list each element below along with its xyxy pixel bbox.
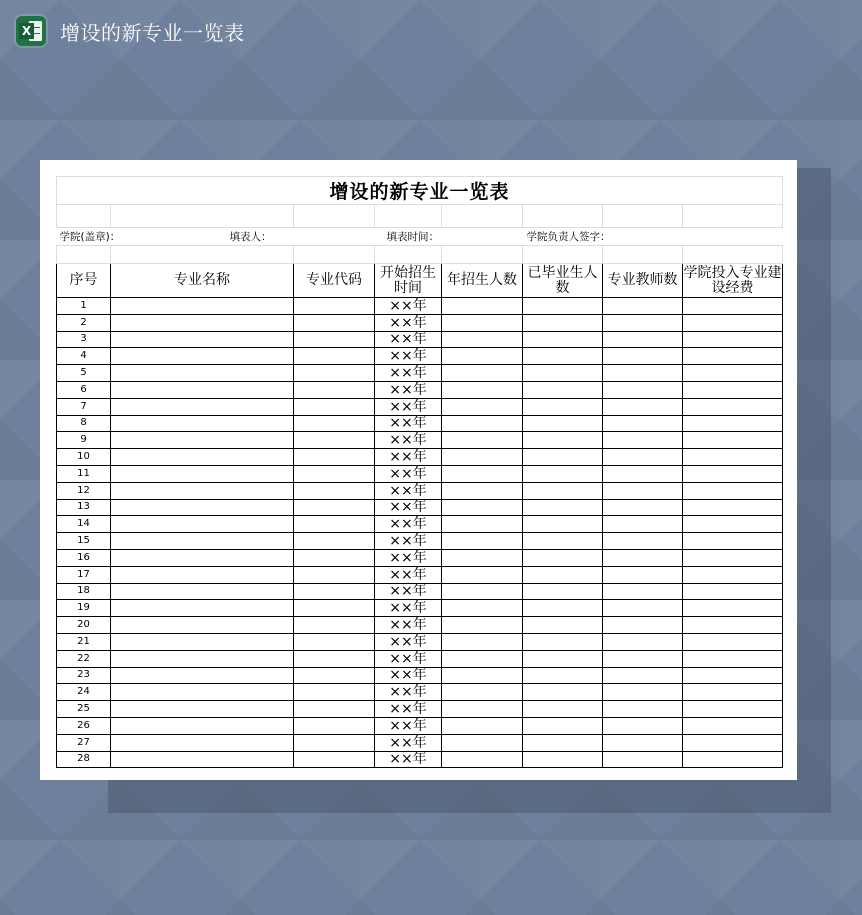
row-enroll[interactable] <box>442 751 523 768</box>
header-seq: 序号 <box>57 264 111 298</box>
row-graduated[interactable] <box>523 751 603 768</box>
row-start[interactable]: ××年 <box>375 633 442 650</box>
row-enroll[interactable] <box>442 331 523 348</box>
row-name[interactable] <box>111 415 294 432</box>
row-teachers[interactable] <box>603 482 683 499</box>
table-row <box>57 701 783 718</box>
row-code[interactable] <box>294 482 375 499</box>
table-row <box>57 633 783 650</box>
row-seq[interactable]: 24 <box>57 684 111 701</box>
row-enroll[interactable] <box>442 533 523 550</box>
row-seq[interactable]: 15 <box>57 533 111 550</box>
row-investment[interactable] <box>683 298 783 315</box>
row-seq[interactable]: 22 <box>57 650 111 667</box>
row-start[interactable]: ××年 <box>375 482 442 499</box>
row-investment[interactable] <box>683 633 783 650</box>
blank-row <box>57 205 783 228</box>
row-seq[interactable]: 12 <box>57 482 111 499</box>
row-enroll[interactable] <box>442 432 523 449</box>
row-graduated[interactable] <box>523 600 603 617</box>
row-name[interactable] <box>111 650 294 667</box>
row-teachers[interactable] <box>603 583 683 600</box>
row-code[interactable] <box>294 331 375 348</box>
row-seq[interactable]: 13 <box>57 499 111 516</box>
row-enroll[interactable] <box>442 482 523 499</box>
row-graduated[interactable] <box>523 465 603 482</box>
row-enroll[interactable] <box>442 566 523 583</box>
row-teachers[interactable] <box>603 667 683 684</box>
row-graduated[interactable] <box>523 398 603 415</box>
row-enroll[interactable] <box>442 549 523 566</box>
row-enroll[interactable] <box>442 684 523 701</box>
table-row <box>57 533 783 550</box>
table-row <box>57 314 783 331</box>
row-graduated[interactable] <box>523 331 603 348</box>
row-code[interactable] <box>294 314 375 331</box>
row-graduated[interactable] <box>523 348 603 365</box>
row-investment[interactable] <box>683 314 783 331</box>
row-name[interactable] <box>111 667 294 684</box>
row-start[interactable]: ××年 <box>375 751 442 768</box>
row-graduated[interactable] <box>523 566 603 583</box>
row-investment[interactable] <box>683 549 783 566</box>
row-code[interactable] <box>294 533 375 550</box>
row-name[interactable] <box>111 482 294 499</box>
table-row <box>57 600 783 617</box>
row-start[interactable]: ××年 <box>375 533 442 550</box>
row-code[interactable] <box>294 734 375 751</box>
row-enroll[interactable] <box>442 617 523 634</box>
row-enroll[interactable] <box>442 734 523 751</box>
row-enroll[interactable] <box>442 583 523 600</box>
row-graduated[interactable] <box>523 650 603 667</box>
row-start[interactable]: ××年 <box>375 600 442 617</box>
filler-label: 填表人： <box>229 231 272 243</box>
row-teachers[interactable] <box>603 381 683 398</box>
row-name[interactable] <box>111 465 294 482</box>
signer-label: 学院负责人签字： <box>523 228 783 246</box>
row-seq[interactable]: 16 <box>57 549 111 566</box>
row-seq[interactable]: 9 <box>57 432 111 449</box>
row-teachers[interactable] <box>603 365 683 382</box>
row-seq[interactable]: 11 <box>57 465 111 482</box>
row-name[interactable] <box>111 549 294 566</box>
row-name[interactable] <box>111 533 294 550</box>
header-start: 开始招生时间 <box>375 264 442 298</box>
table-row <box>57 684 783 701</box>
app-header <box>16 14 245 48</box>
excel-icon: X <box>16 16 46 46</box>
row-code[interactable] <box>294 465 375 482</box>
row-investment[interactable] <box>683 583 783 600</box>
row-name[interactable] <box>111 365 294 382</box>
row-enroll[interactable] <box>442 701 523 718</box>
row-enroll[interactable] <box>442 381 523 398</box>
row-code[interactable] <box>294 667 375 684</box>
row-seq[interactable]: 19 <box>57 600 111 617</box>
table-row <box>57 667 783 684</box>
row-teachers[interactable] <box>603 717 683 734</box>
row-code[interactable] <box>294 583 375 600</box>
row-teachers[interactable] <box>603 314 683 331</box>
row-investment[interactable] <box>683 751 783 768</box>
table-row <box>57 499 783 516</box>
row-investment[interactable] <box>683 398 783 415</box>
row-teachers[interactable] <box>603 633 683 650</box>
row-teachers[interactable] <box>603 331 683 348</box>
row-start[interactable]: ××年 <box>375 499 442 516</box>
row-start[interactable]: ××年 <box>375 298 442 315</box>
row-enroll[interactable] <box>442 449 523 466</box>
row-name[interactable] <box>111 331 294 348</box>
row-teachers[interactable] <box>603 415 683 432</box>
row-enroll[interactable] <box>442 650 523 667</box>
row-seq[interactable]: 2 <box>57 314 111 331</box>
row-graduated[interactable] <box>523 432 603 449</box>
row-code[interactable] <box>294 365 375 382</box>
row-seq[interactable]: 14 <box>57 516 111 533</box>
row-enroll[interactable] <box>442 298 523 315</box>
row-investment[interactable] <box>683 617 783 634</box>
row-graduated[interactable] <box>523 533 603 550</box>
row-name[interactable] <box>111 499 294 516</box>
table-row <box>57 583 783 600</box>
row-investment[interactable] <box>683 533 783 550</box>
row-teachers[interactable] <box>603 684 683 701</box>
row-investment[interactable] <box>683 734 783 751</box>
table-row <box>57 650 783 667</box>
row-investment[interactable] <box>683 717 783 734</box>
row-teachers[interactable] <box>603 566 683 583</box>
row-start[interactable]: ××年 <box>375 465 442 482</box>
row-seq[interactable]: 6 <box>57 381 111 398</box>
spacer-row <box>57 246 783 264</box>
row-name[interactable] <box>111 684 294 701</box>
row-seq[interactable]: 7 <box>57 398 111 415</box>
row-enroll[interactable] <box>442 314 523 331</box>
row-name[interactable] <box>111 717 294 734</box>
row-code[interactable] <box>294 516 375 533</box>
row-graduated[interactable] <box>523 298 603 315</box>
row-investment[interactable] <box>683 684 783 701</box>
header-code: 专业代码 <box>294 264 375 298</box>
row-graduated[interactable] <box>523 684 603 701</box>
row-investment[interactable] <box>683 701 783 718</box>
sheet-title: 增设的新专业一览表 <box>57 177 783 205</box>
row-investment[interactable] <box>683 381 783 398</box>
row-seq[interactable]: 8 <box>57 415 111 432</box>
row-start[interactable]: ××年 <box>375 432 442 449</box>
row-start[interactable]: ××年 <box>375 701 442 718</box>
row-graduated[interactable] <box>523 583 603 600</box>
row-enroll[interactable] <box>442 465 523 482</box>
row-investment[interactable] <box>683 516 783 533</box>
row-name[interactable] <box>111 516 294 533</box>
row-enroll[interactable] <box>442 499 523 516</box>
row-name[interactable] <box>111 583 294 600</box>
row-teachers[interactable] <box>603 398 683 415</box>
row-investment[interactable] <box>683 667 783 684</box>
row-name[interactable] <box>111 432 294 449</box>
row-seq[interactable]: 27 <box>57 734 111 751</box>
row-graduated[interactable] <box>523 549 603 566</box>
row-name[interactable] <box>111 566 294 583</box>
row-graduated[interactable] <box>523 701 603 718</box>
row-enroll[interactable] <box>442 516 523 533</box>
row-code[interactable] <box>294 298 375 315</box>
table-row <box>57 751 783 768</box>
row-name[interactable] <box>111 633 294 650</box>
row-code[interactable] <box>294 499 375 516</box>
row-code[interactable] <box>294 381 375 398</box>
row-seq[interactable]: 5 <box>57 365 111 382</box>
row-seq[interactable]: 4 <box>57 348 111 365</box>
table-row <box>57 365 783 382</box>
row-name[interactable] <box>111 701 294 718</box>
row-investment[interactable] <box>683 650 783 667</box>
row-code[interactable] <box>294 633 375 650</box>
row-code[interactable] <box>294 449 375 466</box>
row-graduated[interactable] <box>523 449 603 466</box>
row-name[interactable] <box>111 381 294 398</box>
row-investment[interactable] <box>683 482 783 499</box>
row-code[interactable] <box>294 617 375 634</box>
table-row <box>57 617 783 634</box>
row-name[interactable] <box>111 348 294 365</box>
row-code[interactable] <box>294 600 375 617</box>
row-graduated[interactable] <box>523 314 603 331</box>
row-graduated[interactable] <box>523 365 603 382</box>
app-title: 增设的新专业一览表 <box>60 20 245 45</box>
row-start[interactable]: ××年 <box>375 381 442 398</box>
table-row <box>57 381 783 398</box>
row-name[interactable] <box>111 617 294 634</box>
header-row <box>57 264 783 298</box>
table-row <box>57 348 783 365</box>
row-enroll[interactable] <box>442 348 523 365</box>
row-start[interactable]: ××年 <box>375 667 442 684</box>
row-start[interactable]: ××年 <box>375 717 442 734</box>
row-code[interactable] <box>294 717 375 734</box>
row-seq[interactable]: 23 <box>57 667 111 684</box>
row-investment[interactable] <box>683 465 783 482</box>
row-graduated[interactable] <box>523 415 603 432</box>
row-enroll[interactable] <box>442 667 523 684</box>
row-teachers[interactable] <box>603 465 683 482</box>
row-seq[interactable]: 3 <box>57 331 111 348</box>
row-name[interactable] <box>111 398 294 415</box>
spreadsheet-table <box>56 176 783 768</box>
row-investment[interactable] <box>683 348 783 365</box>
row-teachers[interactable] <box>603 617 683 634</box>
row-code[interactable] <box>294 432 375 449</box>
college-stamp-label: 学院(盖章)： 填表人： <box>57 228 294 246</box>
row-start[interactable]: ××年 <box>375 398 442 415</box>
row-seq[interactable]: 21 <box>57 633 111 650</box>
row-code[interactable] <box>294 398 375 415</box>
row-teachers[interactable] <box>603 298 683 315</box>
row-code[interactable] <box>294 650 375 667</box>
row-investment[interactable] <box>683 432 783 449</box>
row-enroll[interactable] <box>442 633 523 650</box>
row-start[interactable]: ××年 <box>375 549 442 566</box>
row-seq[interactable]: 20 <box>57 617 111 634</box>
row-enroll[interactable] <box>442 398 523 415</box>
row-start[interactable]: ××年 <box>375 684 442 701</box>
row-seq[interactable]: 1 <box>57 298 111 315</box>
header-graduated: 已毕业生人数 <box>523 264 603 298</box>
row-enroll[interactable] <box>442 600 523 617</box>
table-row <box>57 566 783 583</box>
row-code[interactable] <box>294 701 375 718</box>
row-teachers[interactable] <box>603 449 683 466</box>
table-row <box>57 734 783 751</box>
row-seq[interactable]: 25 <box>57 701 111 718</box>
row-graduated[interactable] <box>523 633 603 650</box>
row-seq[interactable]: 28 <box>57 751 111 768</box>
table-row <box>57 331 783 348</box>
row-teachers[interactable] <box>603 549 683 566</box>
row-seq[interactable]: 17 <box>57 566 111 583</box>
row-start[interactable]: ××年 <box>375 617 442 634</box>
row-teachers[interactable] <box>603 499 683 516</box>
row-teachers[interactable] <box>603 701 683 718</box>
row-name[interactable] <box>111 298 294 315</box>
row-name[interactable] <box>111 449 294 466</box>
row-investment[interactable] <box>683 499 783 516</box>
row-graduated[interactable] <box>523 617 603 634</box>
row-start[interactable]: ××年 <box>375 365 442 382</box>
table-row <box>57 449 783 466</box>
row-investment[interactable] <box>683 365 783 382</box>
row-graduated[interactable] <box>523 482 603 499</box>
row-investment[interactable] <box>683 331 783 348</box>
row-code[interactable] <box>294 549 375 566</box>
header-investment: 学院投入专业建设经费 <box>683 264 782 296</box>
row-teachers[interactable] <box>603 751 683 768</box>
table-row <box>57 482 783 499</box>
row-graduated[interactable] <box>523 734 603 751</box>
row-code[interactable] <box>294 684 375 701</box>
row-enroll[interactable] <box>442 365 523 382</box>
row-teachers[interactable] <box>603 533 683 550</box>
table-row <box>57 432 783 449</box>
row-name[interactable] <box>111 751 294 768</box>
row-teachers[interactable] <box>603 516 683 533</box>
header-teachers: 专业教师数 <box>603 264 683 298</box>
table-row <box>57 415 783 432</box>
row-name[interactable] <box>111 314 294 331</box>
row-start[interactable]: ××年 <box>375 516 442 533</box>
row-start[interactable]: ××年 <box>375 566 442 583</box>
row-seq[interactable]: 10 <box>57 449 111 466</box>
row-graduated[interactable] <box>523 499 603 516</box>
row-enroll[interactable] <box>442 415 523 432</box>
row-teachers[interactable] <box>603 600 683 617</box>
row-code[interactable] <box>294 348 375 365</box>
row-graduated[interactable] <box>523 381 603 398</box>
row-investment[interactable] <box>683 449 783 466</box>
row-graduated[interactable] <box>523 516 603 533</box>
row-start[interactable]: ××年 <box>375 583 442 600</box>
row-start[interactable]: ××年 <box>375 734 442 751</box>
table-row <box>57 516 783 533</box>
row-name[interactable] <box>111 734 294 751</box>
row-start[interactable]: ××年 <box>375 449 442 466</box>
row-start[interactable]: ××年 <box>375 650 442 667</box>
fill-time-label: 填表时间： <box>375 228 523 246</box>
table-row <box>57 398 783 415</box>
row-investment[interactable] <box>683 566 783 583</box>
table-row <box>57 717 783 734</box>
row-graduated[interactable] <box>523 667 603 684</box>
row-code[interactable] <box>294 566 375 583</box>
row-code[interactable] <box>294 415 375 432</box>
header-enroll: 年招生人数 <box>442 264 523 298</box>
row-seq[interactable]: 18 <box>57 583 111 600</box>
row-teachers[interactable] <box>603 650 683 667</box>
header-name: 专业名称 <box>111 264 294 298</box>
row-seq[interactable]: 26 <box>57 717 111 734</box>
table-row <box>57 465 783 482</box>
row-investment[interactable] <box>683 600 783 617</box>
row-teachers[interactable] <box>603 734 683 751</box>
row-start[interactable]: ××年 <box>375 415 442 432</box>
row-investment[interactable] <box>683 415 783 432</box>
row-code[interactable] <box>294 751 375 768</box>
table-row <box>57 549 783 566</box>
row-start[interactable]: ××年 <box>375 331 442 348</box>
row-teachers[interactable] <box>603 432 683 449</box>
row-teachers[interactable] <box>603 348 683 365</box>
table-row <box>57 298 783 315</box>
row-start[interactable]: ××年 <box>375 348 442 365</box>
row-enroll[interactable] <box>442 717 523 734</box>
row-name[interactable] <box>111 600 294 617</box>
row-start[interactable]: ××年 <box>375 314 442 331</box>
row-graduated[interactable] <box>523 717 603 734</box>
